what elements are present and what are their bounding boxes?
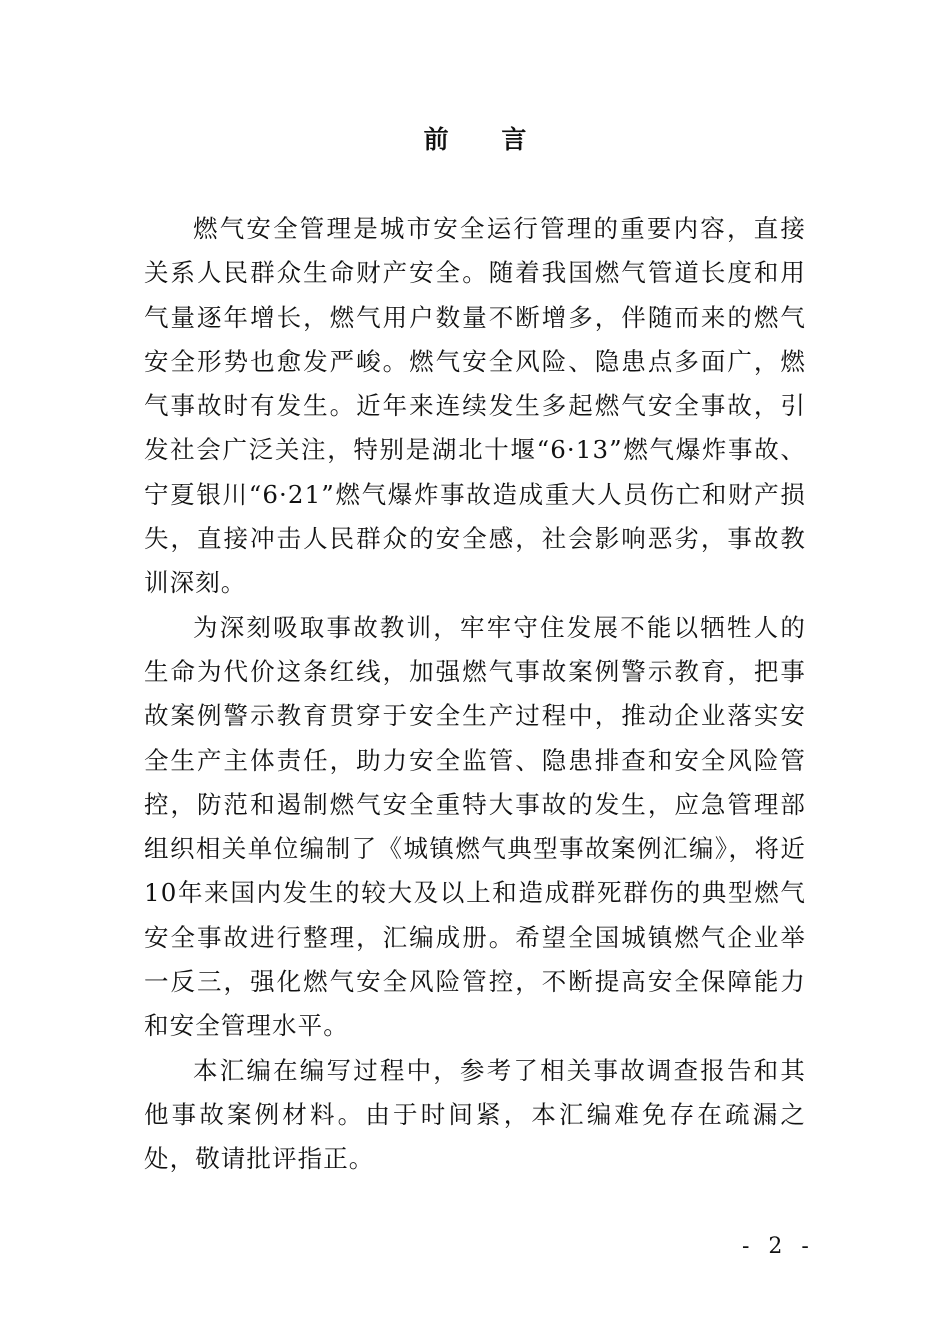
paragraph-2: 为深刻吸取事故教训，牢牢守住发展不能以牺牲人的生命为代价这条红线，加强燃气事故案例警示教育，把事故案例警示教育贯穿于安全生产过程中，推动企业落实安全生产主体责任，助力安全监管、隐患排查和安全风险管控，防范和遏制燃气安全重特大事故的发生，应急管理部组织相关单位编制了《城镇燃气典型事故案例汇编》，将近10年来国内发生的较大及以上和造成群死群伤的典型燃气安全事故进行整理，汇编成册。希望全国城镇燃气企业举一反三，强化燃气安全风险管控，不断提高安全保障能力和安全管理水平。 [144, 612, 806, 1041]
page-title: 前 言 [423, 125, 549, 154]
paragraph-1: 燃气安全管理是城市安全运行管理的重要内容，直接关系人民群众生命财产安全。随着我国燃气管道长度和用气量逐年增长，燃气用户数量不断增多，伴随而来的燃气安全形势也愈发严峻。燃气安全风险、隐患点多面广，燃气事故时有发生。近年来连续发生多起燃气安全事故，引发社会广泛关注，特别是湖北十堰“6·13”燃气爆炸事故、宁夏银川“6·21”燃气爆炸事故造成重大人员伤亡和财产损失，直接冲击人民群众的安全感，社会影响恶劣，事故教训深刻。 [144, 214, 806, 598]
document-body [144, 207, 806, 1182]
paragraph-3: 本汇编在编写过程中，参考了相关事故调查报告和其他事故案例材料。由于时间紧，本汇编难免存在疏漏之处，敬请批评指正。 [144, 1055, 806, 1174]
page-number: - 2 - [742, 1234, 815, 1259]
